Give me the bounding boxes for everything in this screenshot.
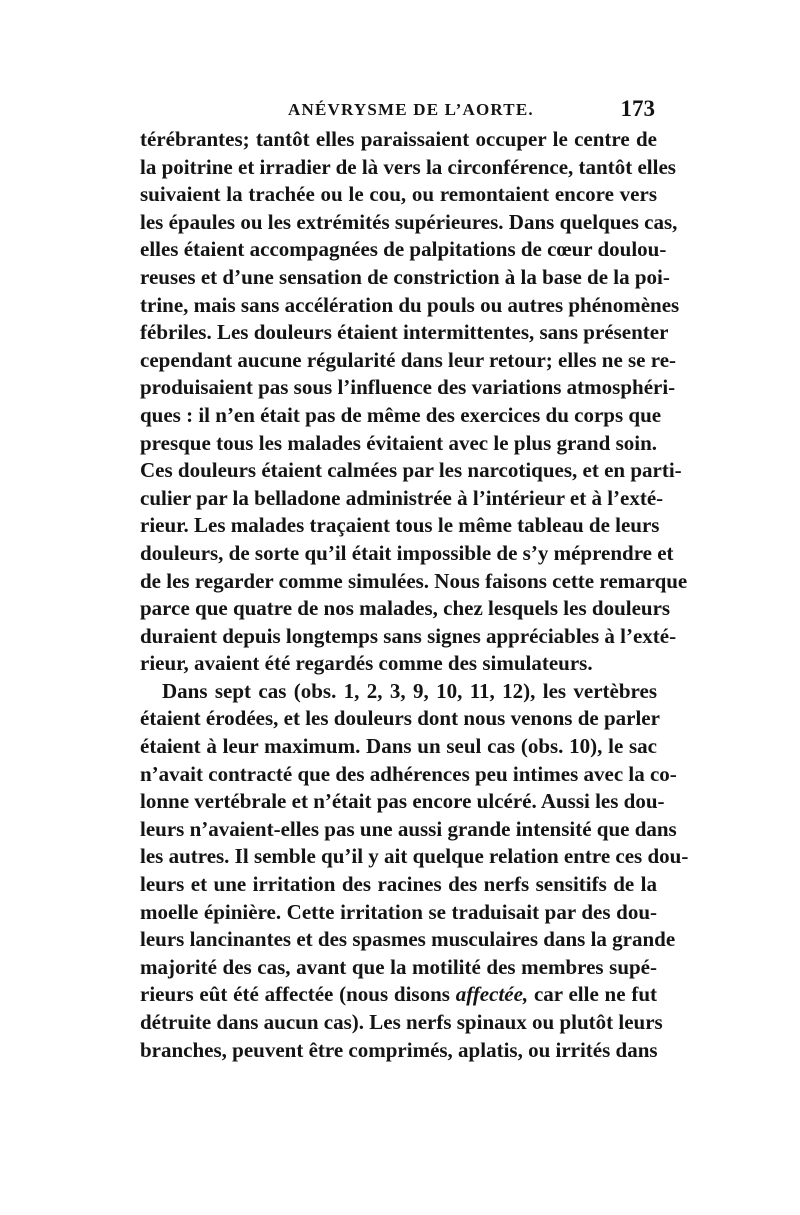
text-line: moelle épinière. Cette irritation se traduisait par des dou-	[140, 899, 657, 924]
text-line: majorité des cas, avant que la motilité des membres supé-	[140, 954, 657, 979]
text-line: trine, mais sans accélération du pouls ou autres phénomènes	[140, 292, 680, 317]
text-line: rieur. Les malades traçaient tous le même tableau de leurs	[140, 513, 660, 538]
text-line: reuses et d’une sensation de constriction à la base de la poi-	[140, 264, 670, 289]
text-line: leurs lancinantes et des spasmes musculaires dans la grande	[140, 927, 676, 952]
text-line: elles étaient accompagnées de palpitations de cœur doulou-	[140, 237, 667, 262]
text-line: les autres. Il semble qu’il y ait quelque relation entre ces dou-	[140, 844, 689, 869]
text-line: branches, peuvent être comprimés, aplatis, ou irrités dans	[140, 1037, 658, 1062]
text-line: étaient à leur maximum. Dans un seul cas (obs. 10), le sac	[140, 734, 657, 759]
text-line: suivaient la trachée ou le cou, ou remontaient encore vers	[140, 182, 657, 207]
page-number: 173	[620, 96, 655, 121]
text-line: produisaient pas sous l’influence des variations atmosphéri-	[140, 375, 676, 400]
text-line: leurs et une irritation des racines des nerfs sensitifs de la	[140, 872, 657, 897]
text-segment: rieurs eût été affectée (nous disons	[140, 982, 456, 1007]
text-line: presque tous les malades évitaient avec le plus grand soin.	[140, 430, 657, 455]
text-line: leurs n’avaient-elles pas une aussi grande intensité que dans	[140, 816, 677, 841]
text-line: de les regarder comme simulées. Nous faisons cette remarque	[140, 568, 688, 593]
text-line: n’avait contracté que des adhérences peu intimes avec la co-	[140, 761, 677, 786]
paragraph-start-line: Dans sept cas (obs. 1, 2, 3, 9, 10, 11, 12), les vertèbres	[162, 678, 657, 703]
text-line: ques : il n’en était pas de même des exercices du corps que	[140, 402, 662, 427]
text-line: duraient depuis longtemps sans signes appréciables à l’exté-	[140, 623, 677, 648]
text-segment: car elle ne fut	[528, 982, 657, 1007]
text-line: la poitrine et irradier de là vers la circonférence, tantôt elles	[140, 154, 676, 179]
text-line: culier par la belladone administrée à l’intérieur et à l’exté-	[140, 485, 664, 510]
text-line: térébrantes; tantôt elles paraissaient occuper le centre de	[140, 127, 657, 151]
body-text	[140, 126, 689, 1064]
text-line: douleurs, de sorte qu’il était impossible de s’y méprendre et	[140, 540, 674, 565]
text-line: fébriles. Les douleurs étaient intermittentes, sans présenter	[140, 320, 669, 345]
running-head	[140, 96, 657, 126]
text-line: détruite dans aucun cas). Les nerfs spinaux ou plutôt leurs	[140, 1010, 663, 1034]
text-line: rieur, avaient été regardés comme des simulateurs.	[140, 651, 593, 676]
text-line: lonne vertébrale et n’était pas encore ulcéré. Aussi les dou-	[140, 789, 665, 814]
text-line: les épaules ou les extrémités supérieures. Dans quelques cas,	[140, 209, 678, 234]
text-line-with-emphasis	[140, 981, 657, 1009]
text-line: étaient érodées, et les douleurs dont nous venons de parler	[140, 706, 660, 731]
text-line: cependant aucune régularité dans leur retour; elles ne se re-	[140, 347, 677, 372]
emphasized-word: affectée,	[455, 982, 529, 1007]
text-line: parce que quatre de nos malades, chez lesquels les douleurs	[140, 596, 671, 621]
text-line: Ces douleurs étaient calmées par les narcotiques, et en parti-	[140, 458, 682, 483]
running-title: ANÉVRYSME DE L’AORTE.	[288, 100, 534, 119]
